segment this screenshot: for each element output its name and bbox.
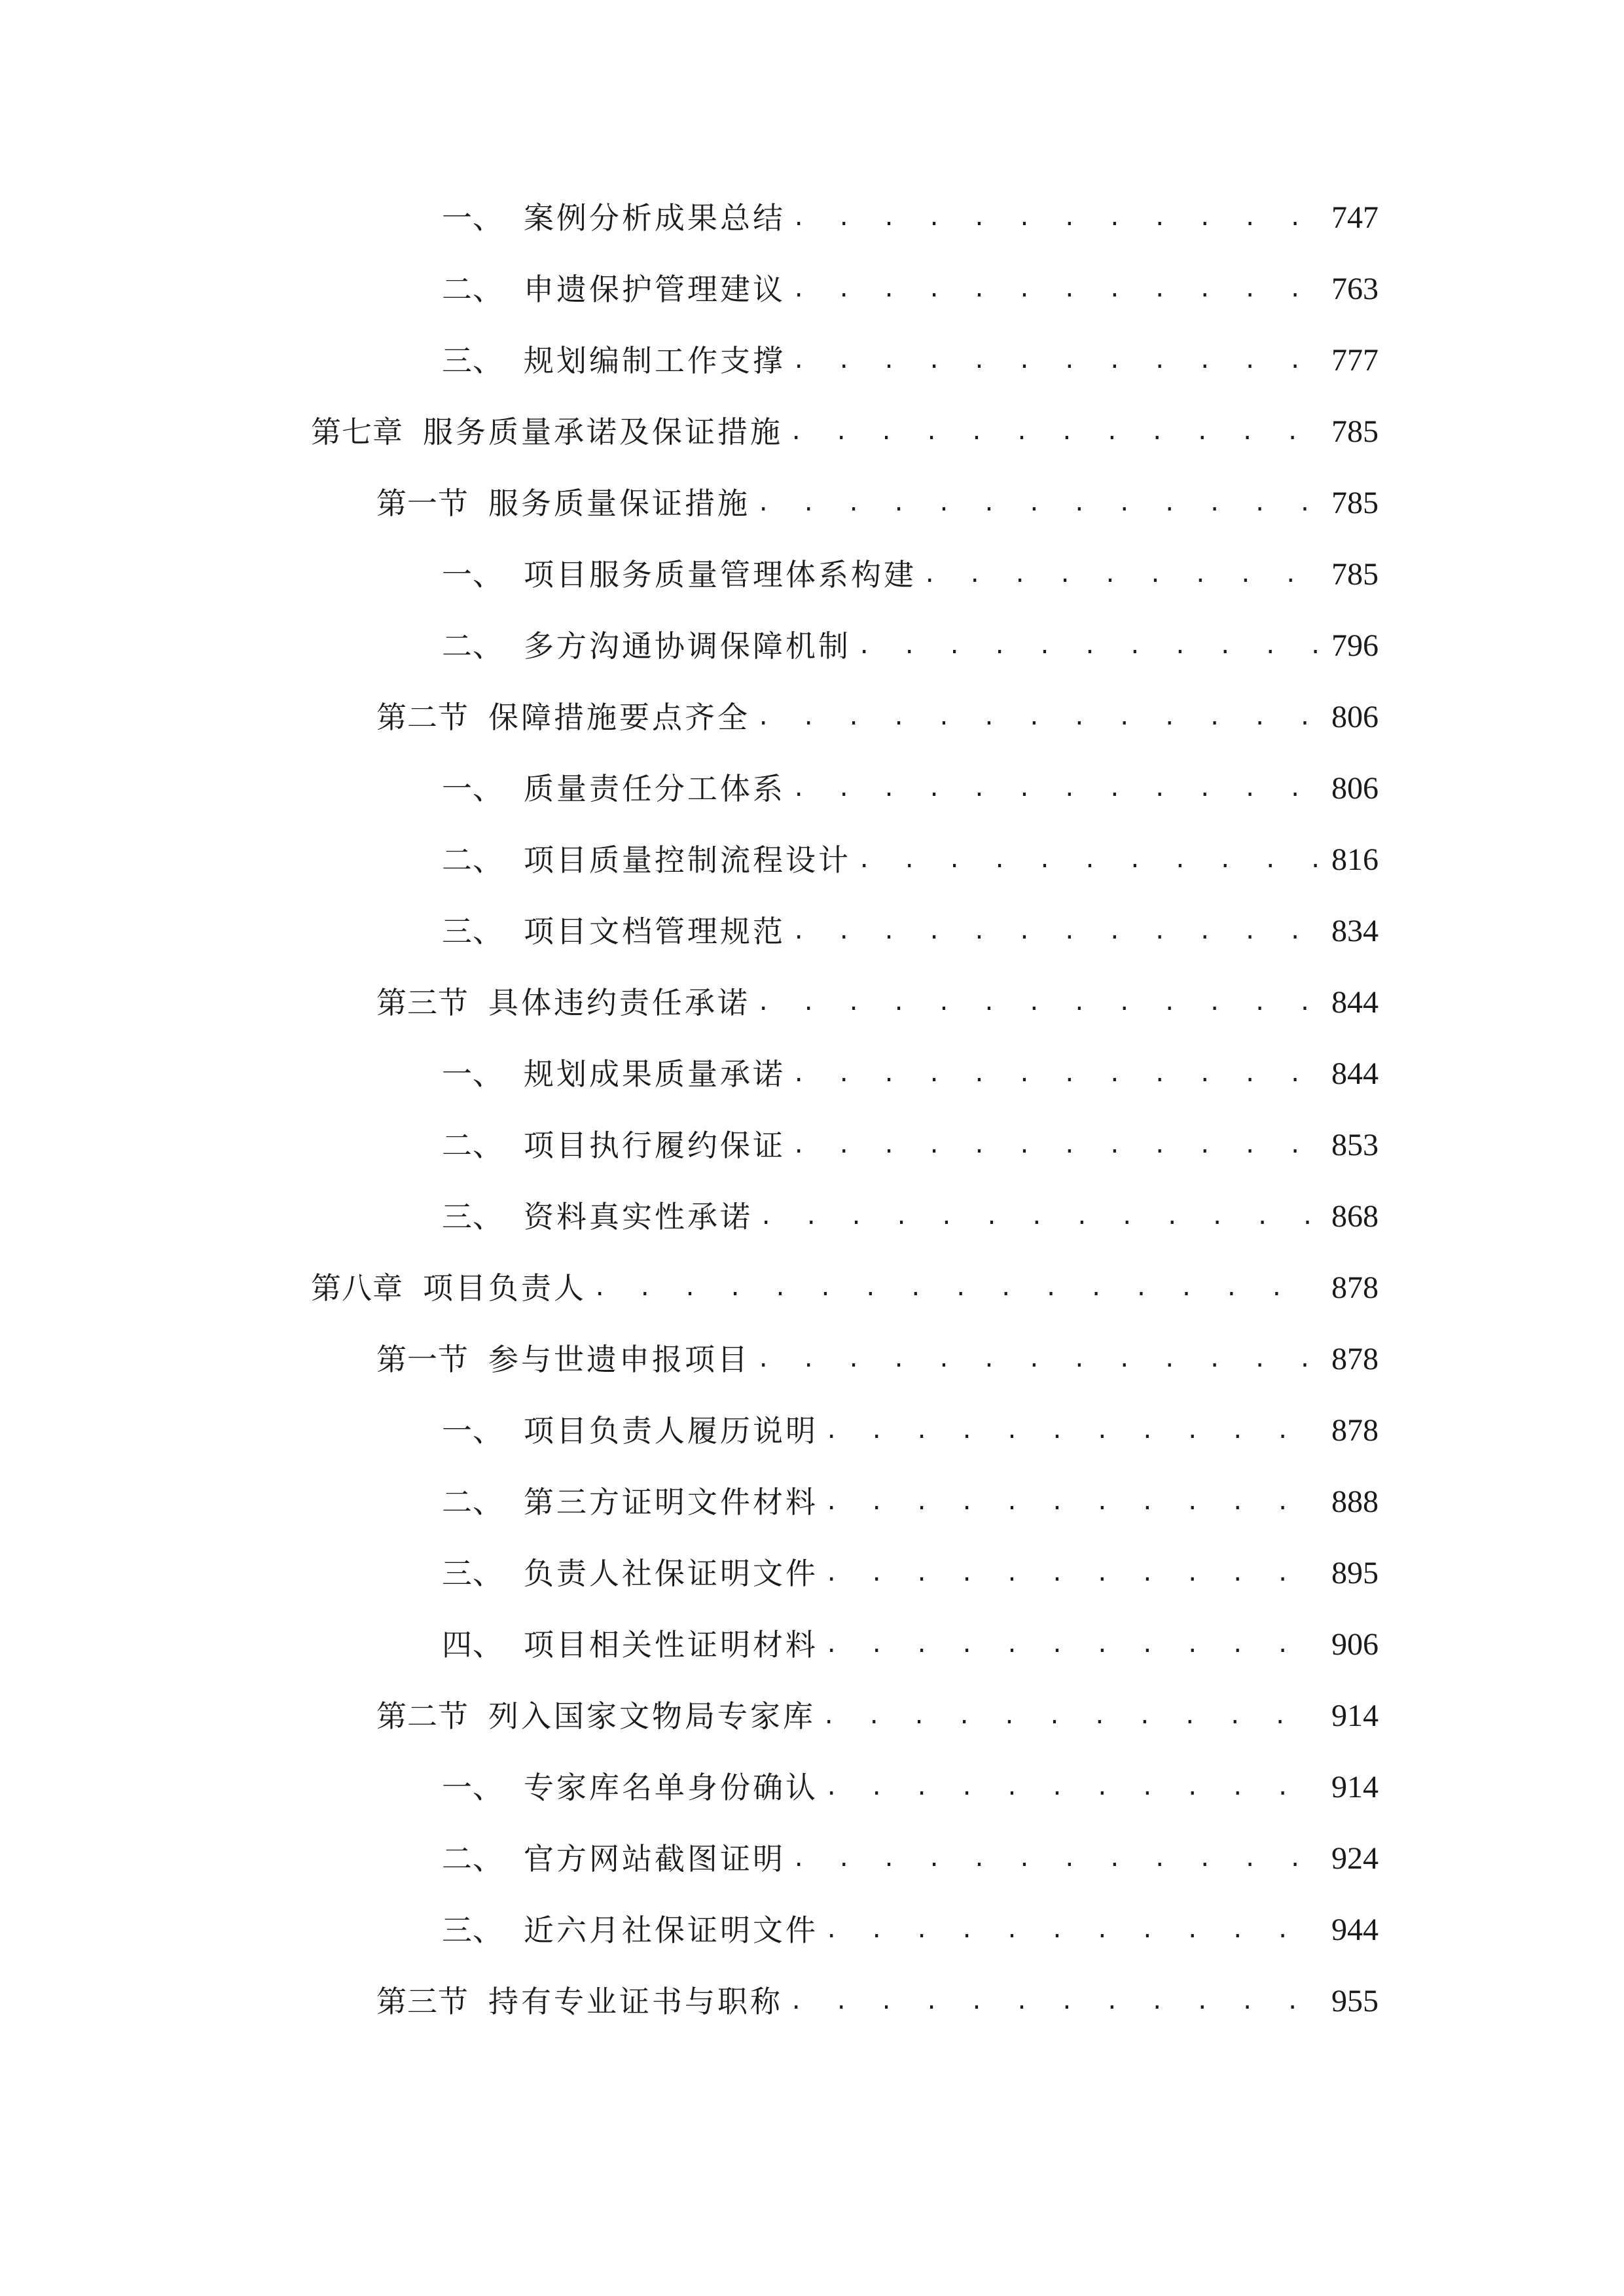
dot-leader <box>792 1829 1317 1888</box>
dot-leader <box>792 1116 1317 1175</box>
toc-entry-section[interactable] <box>376 973 1379 1032</box>
page-number: 785 <box>1331 414 1379 449</box>
toc-entry-section[interactable] <box>376 1687 1379 1746</box>
section-title: 具体违约责任承诺 <box>488 985 750 1020</box>
toc-entry[interactable] <box>442 1116 1379 1175</box>
page-number: 906 <box>1331 1627 1379 1662</box>
entry-number: 三、 <box>442 914 503 949</box>
entry-title: 资料真实性承诺 <box>524 1199 753 1234</box>
section-title: 服务质量保证措施 <box>488 486 750 521</box>
toc-entry[interactable] <box>442 1401 1379 1460</box>
toc-entry[interactable] <box>442 1473 1379 1532</box>
section-title: 参与世遗申报项目 <box>488 1342 750 1377</box>
dot-leader <box>825 1615 1317 1674</box>
entry-title: 项目文档管理规范 <box>524 914 785 949</box>
entry-number: 一、 <box>442 1770 503 1805</box>
entry-number: 二、 <box>442 1484 503 1520</box>
toc-entry-section[interactable] <box>376 688 1379 747</box>
page-number: 844 <box>1331 985 1379 1020</box>
page-number: 924 <box>1331 1841 1379 1876</box>
entry-number: 一、 <box>442 200 503 236</box>
toc-entry[interactable] <box>442 1187 1379 1246</box>
entry-number: 三、 <box>442 1912 503 1948</box>
dot-leader <box>822 1687 1317 1746</box>
page-number: 914 <box>1331 1770 1379 1804</box>
page-number: 868 <box>1331 1199 1379 1234</box>
page-number: 955 <box>1331 1984 1379 2018</box>
dot-leader <box>825 1758 1317 1817</box>
toc-entry[interactable] <box>442 188 1379 247</box>
page-number: 806 <box>1331 771 1379 806</box>
entry-title: 近六月社保证明文件 <box>524 1912 818 1948</box>
dot-leader <box>825 1544 1317 1603</box>
dot-leader <box>792 1045 1317 1103</box>
section-title: 持有专业证书与职称 <box>488 1984 783 2019</box>
entry-number: 一、 <box>442 771 503 806</box>
page-number: 785 <box>1331 557 1379 592</box>
entry-title: 项目服务质量管理体系构建 <box>524 557 916 592</box>
dot-leader <box>759 1187 1317 1246</box>
toc-entry[interactable] <box>442 331 1379 390</box>
entry-title: 项目负责人履历说明 <box>524 1413 818 1448</box>
toc-entry[interactable] <box>442 1758 1379 1817</box>
entry-title: 案例分析成果总结 <box>524 200 785 236</box>
section-number: 第一节 <box>376 486 469 521</box>
entry-title: 负责人社保证明文件 <box>524 1556 818 1591</box>
entry-title: 第三方证明文件材料 <box>524 1484 818 1520</box>
section-number: 第三节 <box>376 1984 469 2019</box>
entry-number: 一、 <box>442 557 503 592</box>
page-number: 777 <box>1331 343 1379 378</box>
entry-number: 三、 <box>442 1556 503 1591</box>
dot-leader <box>825 1901 1317 1960</box>
dot-leader <box>792 902 1317 961</box>
entry-number: 四、 <box>442 1627 503 1662</box>
entry-title: 申遗保护管理建议 <box>524 272 785 307</box>
page-number: 914 <box>1331 1698 1379 1733</box>
dot-leader <box>757 688 1317 747</box>
entry-number: 二、 <box>442 628 503 664</box>
dot-leader <box>789 403 1317 461</box>
entry-number: 二、 <box>442 1841 503 1876</box>
entry-title: 规划编制工作支撑 <box>524 343 785 378</box>
dot-leader <box>792 331 1317 390</box>
dot-leader <box>757 1330 1317 1389</box>
toc-entry[interactable] <box>442 1615 1379 1674</box>
dot-leader <box>757 474 1317 533</box>
toc-entry[interactable] <box>442 617 1379 675</box>
toc-entry[interactable] <box>442 260 1379 319</box>
page-number: 763 <box>1331 272 1379 306</box>
page-number: 895 <box>1331 1556 1379 1590</box>
dot-leader <box>792 759 1317 818</box>
toc-entry[interactable] <box>442 759 1379 818</box>
toc-entry[interactable] <box>442 831 1379 889</box>
section-number: 第二节 <box>376 1698 469 1734</box>
entry-title: 规划成果质量承诺 <box>524 1056 785 1092</box>
page-number: 806 <box>1331 700 1379 734</box>
chapter-title: 项目负责人 <box>423 1270 586 1306</box>
toc-entry[interactable] <box>442 902 1379 961</box>
entry-title: 专家库名单身份确认 <box>524 1770 818 1805</box>
dot-leader <box>857 831 1317 889</box>
entry-number: 一、 <box>442 1413 503 1448</box>
page-number: 853 <box>1331 1128 1379 1162</box>
page-number: 888 <box>1331 1484 1379 1519</box>
dot-leader <box>789 1972 1317 2031</box>
toc-entry-chapter[interactable] <box>311 1259 1379 1318</box>
page-number: 944 <box>1331 1912 1379 1947</box>
page-number: 878 <box>1331 1270 1379 1305</box>
toc-entry[interactable] <box>442 1045 1379 1103</box>
toc-entry[interactable] <box>442 545 1379 604</box>
toc-entry-section[interactable] <box>376 474 1379 533</box>
toc-entry[interactable] <box>442 1544 1379 1603</box>
entry-number: 二、 <box>442 1128 503 1163</box>
toc-entry[interactable] <box>442 1829 1379 1888</box>
entry-number: 一、 <box>442 1056 503 1092</box>
entry-title: 项目相关性证明材料 <box>524 1627 818 1662</box>
dot-leader <box>923 545 1317 604</box>
section-number: 第一节 <box>376 1342 469 1377</box>
chapter-title: 服务质量承诺及保证措施 <box>423 414 783 450</box>
entry-title: 官方网站截图证明 <box>524 1841 785 1876</box>
section-title: 列入国家文物局专家库 <box>488 1698 816 1734</box>
section-number: 第二节 <box>376 700 469 735</box>
entry-number: 二、 <box>442 842 503 878</box>
toc-entry-section[interactable] <box>376 1330 1379 1389</box>
dot-leader <box>792 188 1317 247</box>
page-number: 844 <box>1331 1056 1379 1091</box>
entry-title: 项目执行履约保证 <box>524 1128 785 1163</box>
entry-number: 二、 <box>442 272 503 307</box>
dot-leader <box>593 1259 1317 1318</box>
toc-entry[interactable] <box>442 1901 1379 1960</box>
dot-leader <box>825 1401 1317 1460</box>
page-number: 878 <box>1331 1413 1379 1448</box>
dot-leader <box>857 617 1317 675</box>
entry-title: 质量责任分工体系 <box>524 771 785 806</box>
entry-number: 三、 <box>442 1199 503 1234</box>
page-number: 785 <box>1331 486 1379 520</box>
entry-title: 项目质量控制流程设计 <box>524 842 851 878</box>
chapter-number: 第八章 <box>311 1270 403 1306</box>
section-number: 第三节 <box>376 985 469 1020</box>
toc-entry-section[interactable] <box>376 1972 1379 2031</box>
page-number: 816 <box>1331 842 1379 877</box>
page-number: 834 <box>1331 914 1379 948</box>
dot-leader <box>757 973 1317 1032</box>
dot-leader <box>825 1473 1317 1532</box>
entry-number: 三、 <box>442 343 503 378</box>
section-title: 保障措施要点齐全 <box>488 700 750 735</box>
page-number: 878 <box>1331 1342 1379 1376</box>
dot-leader <box>792 260 1317 319</box>
chapter-number: 第七章 <box>311 414 403 450</box>
page-number: 796 <box>1331 628 1379 663</box>
entry-title: 多方沟通协调保障机制 <box>524 628 851 664</box>
toc-entry-chapter[interactable] <box>311 403 1379 461</box>
page-number: 747 <box>1331 200 1379 235</box>
